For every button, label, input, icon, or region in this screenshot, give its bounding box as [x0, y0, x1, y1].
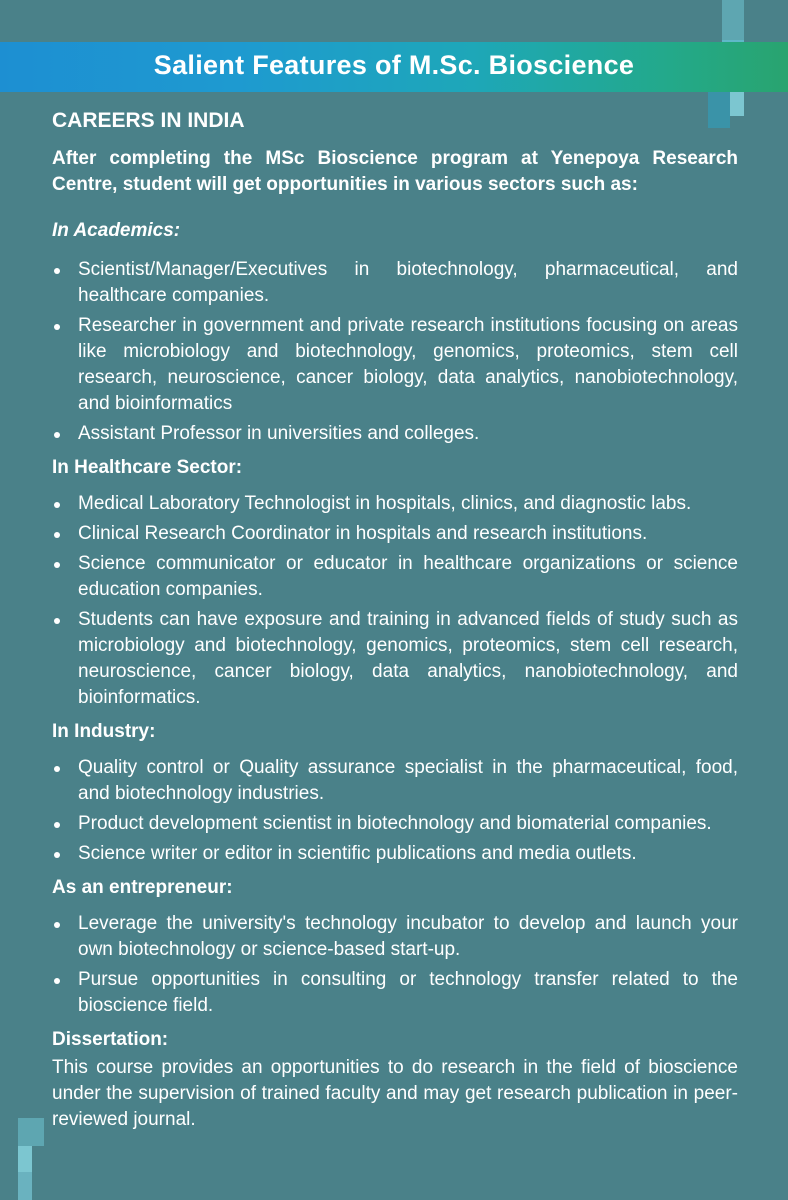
- list-item: Leverage the university's technology incubator to develop and launch your own biotechnology or science-based start-up.: [52, 911, 738, 963]
- section-dissertation: [52, 1027, 738, 1133]
- section-title: In Healthcare Sector:: [52, 457, 243, 478]
- bullet-icon: [54, 532, 60, 538]
- list-item: Researcher in government and private research institutions focusing on areas like microbiology and biotechnology, genomics, proteomics, stem cell research, neuroscience, cancer biology, data analytics, nanobiotechnology, and bioinformatics: [52, 313, 738, 417]
- dissertation-text: This course provides an opportunities to do research in the field of bioscience under the supervision of trained faculty and may get research publication in peer-reviewed journal.: [52, 1057, 738, 1130]
- list-item: Students can have exposure and training in advanced fields of study such as microbiology and biotechnology, genomics, proteomics, stem cell research, neuroscience, cancer biology, data analytics, nanobiotechnology, and bioinformatics.: [52, 607, 738, 711]
- section-title: Dissertation:: [52, 1029, 169, 1050]
- bullet-icon: [54, 822, 60, 828]
- decorative-squares-bottom-left: [18, 1118, 44, 1200]
- page-title: Salient Features of M.Sc. Bioscience: [153, 50, 635, 80]
- section-industry: [52, 719, 738, 867]
- bullet-icon: [54, 502, 60, 508]
- list-item: Assistant Professor in universities and colleges.: [52, 421, 738, 447]
- careers-intro: After completing the MSc Bioscience program at Yenepoya Research Centre, student will get opportunities in various sectors such as:: [52, 148, 738, 195]
- bullet-icon: [54, 432, 60, 438]
- bullet-list: [52, 755, 738, 867]
- section-title: In Academics:: [52, 220, 181, 241]
- bullet-list: [52, 257, 738, 447]
- bullet-icon: [54, 324, 60, 330]
- section-title: In Industry:: [52, 721, 156, 742]
- list-item: Science communicator or educator in healthcare organizations or science education companies.: [52, 551, 738, 603]
- decor-square: [722, 0, 744, 40]
- list-item: Science writer or editor in scientific publications and media outlets.: [52, 841, 738, 867]
- decor-square: [18, 1146, 32, 1172]
- decor-square: [18, 1118, 44, 1146]
- section-entrepreneur: [52, 875, 738, 1019]
- bullet-icon: [54, 978, 60, 984]
- bullet-icon: [54, 268, 60, 274]
- bullet-icon: [54, 922, 60, 928]
- decor-square: [18, 1172, 32, 1200]
- bullet-list: [52, 911, 738, 1019]
- bullet-icon: [54, 766, 60, 772]
- section-healthcare: [52, 455, 738, 711]
- careers-heading: CAREERS IN INDIA: [52, 109, 245, 132]
- list-item: Medical Laboratory Technologist in hospitals, clinics, and diagnostic labs.: [52, 491, 738, 517]
- section-title: As an entrepreneur:: [52, 877, 233, 898]
- bullet-list: [52, 491, 738, 711]
- list-item: Clinical Research Coordinator in hospitals and research institutions.: [52, 521, 738, 547]
- section-academics: [52, 218, 738, 447]
- bullet-icon: [54, 618, 60, 624]
- list-item: Quality control or Quality assurance specialist in the pharmaceutical, food, and biotechnology industries.: [52, 755, 738, 807]
- list-item: Pursue opportunities in consulting or technology transfer related to the bioscience field.: [52, 967, 738, 1019]
- bullet-icon: [54, 562, 60, 568]
- list-item: Scientist/Manager/Executives in biotechnology, pharmaceutical, and healthcare companies.: [52, 257, 738, 309]
- bullet-icon: [54, 852, 60, 858]
- main-content: [52, 108, 738, 1141]
- list-item: Product development scientist in biotechnology and biomaterial companies.: [52, 811, 738, 837]
